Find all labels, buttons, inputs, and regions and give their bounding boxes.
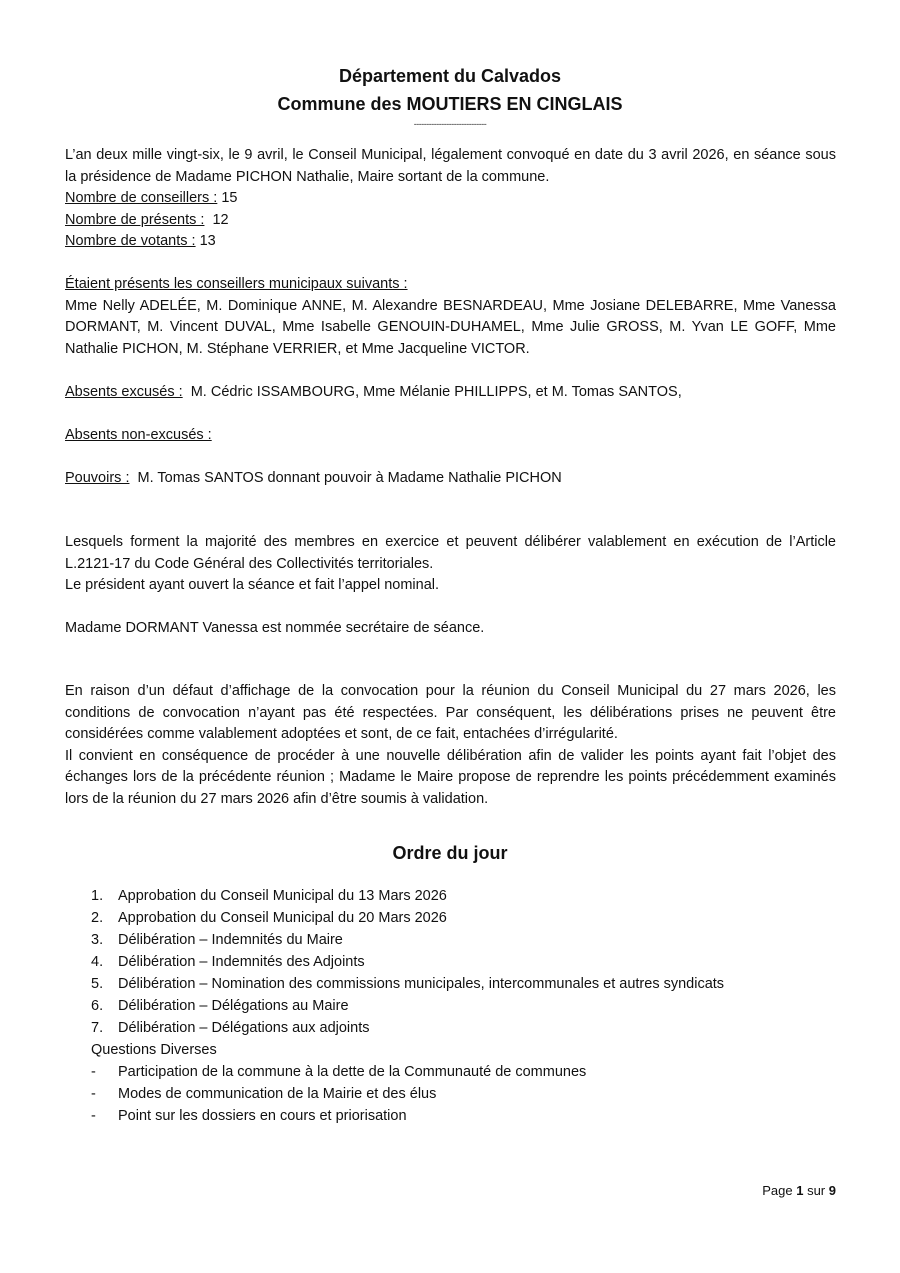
list-item	[91, 909, 447, 927]
list-number: 3.	[91, 932, 104, 948]
list-item	[91, 1085, 436, 1103]
list-text: Délibération – Indemnités du Maire	[118, 932, 343, 948]
raison-line-1: En raison d’un défaut d’affichage de la convocation pour la réunion du Conseil Municipal du 27 mars 2026, les	[65, 683, 836, 699]
raison-line-3: considérées comme valablement adoptées et sont, de ce fait, entachées d’irrégularité.	[65, 726, 618, 742]
absents-excuses	[65, 383, 836, 401]
quorum-line-3: Le président ayant ouvert la séance et fait l’appel nominal.	[65, 577, 440, 593]
presents-line-3: Nathalie PICHON, M. Stéphane VERRIER, et Mme Jacqueline VICTOR.	[65, 341, 530, 357]
list-item	[91, 1063, 586, 1081]
list-item	[91, 1107, 407, 1125]
page-number: 1	[796, 1183, 804, 1198]
list-item	[91, 997, 349, 1015]
count-label: Nombre de conseillers :	[65, 190, 218, 206]
list-number: 1.	[91, 888, 104, 904]
header-separator: -----------------------------	[413, 119, 487, 129]
list-item	[91, 953, 365, 971]
department-title: Département du Calvados	[338, 66, 562, 86]
count-conseillers	[65, 189, 836, 207]
secretaire-line: Madame DORMANT Vanessa est nommée secrétaire de séance.	[65, 620, 485, 636]
commune-title: Commune des MOUTIERS EN CINGLAIS	[277, 94, 623, 114]
list-number: 2.	[91, 910, 104, 926]
count-votants	[65, 232, 836, 250]
list-text: Approbation du Conseil Municipal du 13 Mars 2026	[118, 888, 447, 904]
list-text: Modes de communication de la Mairie et des élus	[118, 1086, 437, 1102]
page-word: Page	[762, 1183, 793, 1198]
quorum-line-1: Lesquels forment la majorité des membres en exercice et peuvent délibérer valablement en exécution de l’Article	[65, 534, 836, 550]
count-label: Nombre de votants :	[65, 233, 196, 249]
pouvoirs-label: Pouvoirs :	[65, 470, 130, 486]
list-number: 6.	[91, 998, 104, 1014]
list-text: Participation de la commune à la dette de la Communauté de communes	[118, 1064, 587, 1080]
questions-diverses-label: Questions Diverses	[91, 1042, 217, 1058]
pouvoirs-value: M. Tomas SANTOS donnant pouvoir à Madame Nathalie PICHON	[129, 470, 562, 486]
bullet-dash: -	[91, 1086, 96, 1102]
list-number: 5.	[91, 976, 104, 992]
list-text: Délibération – Délégations au Maire	[118, 998, 349, 1014]
raison-line-2: conditions de convocation n’ayant pas été respectées. Par conséquent, les délibérations prises ne peuvent être	[65, 705, 836, 721]
raison-line-6: lors de la réunion du 27 mars 2026 afin d’être soumis à validation.	[65, 791, 489, 807]
presents-line-2: DORMANT, M. Vincent DUVAL, Mme Isabelle GENOUIN-DUHAMEL, Mme Julie GROSS, M. Yvan LE GOFF, Mme	[65, 319, 836, 335]
presents-label	[65, 275, 836, 293]
page-footer	[762, 1183, 836, 1198]
list-text: Délibération – Indemnités des Adjoints	[118, 954, 365, 970]
count-label: Nombre de présents :	[65, 212, 205, 228]
bullet-dash: -	[91, 1064, 96, 1080]
intro-line-2: la présidence de Madame PICHON Nathalie, Maire sortant de la commune.	[65, 169, 550, 185]
list-text: Approbation du Conseil Municipal du 20 Mars 2026	[118, 910, 447, 926]
count-value: 13	[195, 233, 216, 249]
bullet-dash: -	[91, 1108, 96, 1124]
list-text: Délibération – Nomination des commissions municipales, intercommunales et autres syndicats	[118, 976, 725, 992]
raison-line-4: Il convient en conséquence de procéder à une nouvelle délibération afin de valider les points ayant fait l’objet des	[65, 748, 836, 764]
absents-non-excuses-label: Absents non-excusés :	[65, 427, 212, 443]
absents-excuses-value: M. Cédric ISSAMBOURG, Mme Mélanie PHILLIPPS, et M. Tomas SANTOS,	[182, 384, 682, 400]
ordre-du-jour-title: Ordre du jour	[392, 843, 508, 863]
presents-line-1: Mme Nelly ADELÉE, M. Dominique ANNE, M. Alexandre BESNARDEAU, Mme Josiane DELEBARRE, Mme Vanessa	[65, 298, 836, 314]
count-value: 12	[204, 212, 229, 228]
count-presents	[65, 211, 836, 229]
presents-label-text: Étaient présents les conseillers municipaux suivants :	[65, 276, 408, 292]
count-value: 15	[217, 190, 238, 206]
page-total: 9	[828, 1183, 836, 1198]
sur-word: sur	[807, 1183, 826, 1198]
absents-excuses-label: Absents excusés :	[65, 384, 183, 400]
list-item	[91, 1019, 370, 1037]
list-number: 4.	[91, 954, 104, 970]
quorum-line-2: L.2121-17 du Code Général des Collectivités territoriales.	[65, 556, 434, 572]
absents-non-excuses	[65, 426, 836, 444]
intro-line-1: L’an deux mille vingt-six, le 9 avril, le Conseil Municipal, légalement convoqué en date du 3 avril 2026, en séance sous	[65, 147, 836, 163]
list-number: 7.	[91, 1020, 104, 1036]
pouvoirs	[65, 469, 836, 487]
list-text: Point sur les dossiers en cours et priorisation	[118, 1108, 407, 1124]
raison-line-5: échanges lors de la précédente réunion ; Madame le Maire propose de reprendre les points précédemment examinés	[65, 769, 836, 785]
list-item	[91, 887, 447, 905]
list-text: Délibération – Délégations aux adjoints	[118, 1020, 370, 1036]
list-item	[91, 931, 343, 949]
list-item	[91, 975, 724, 993]
